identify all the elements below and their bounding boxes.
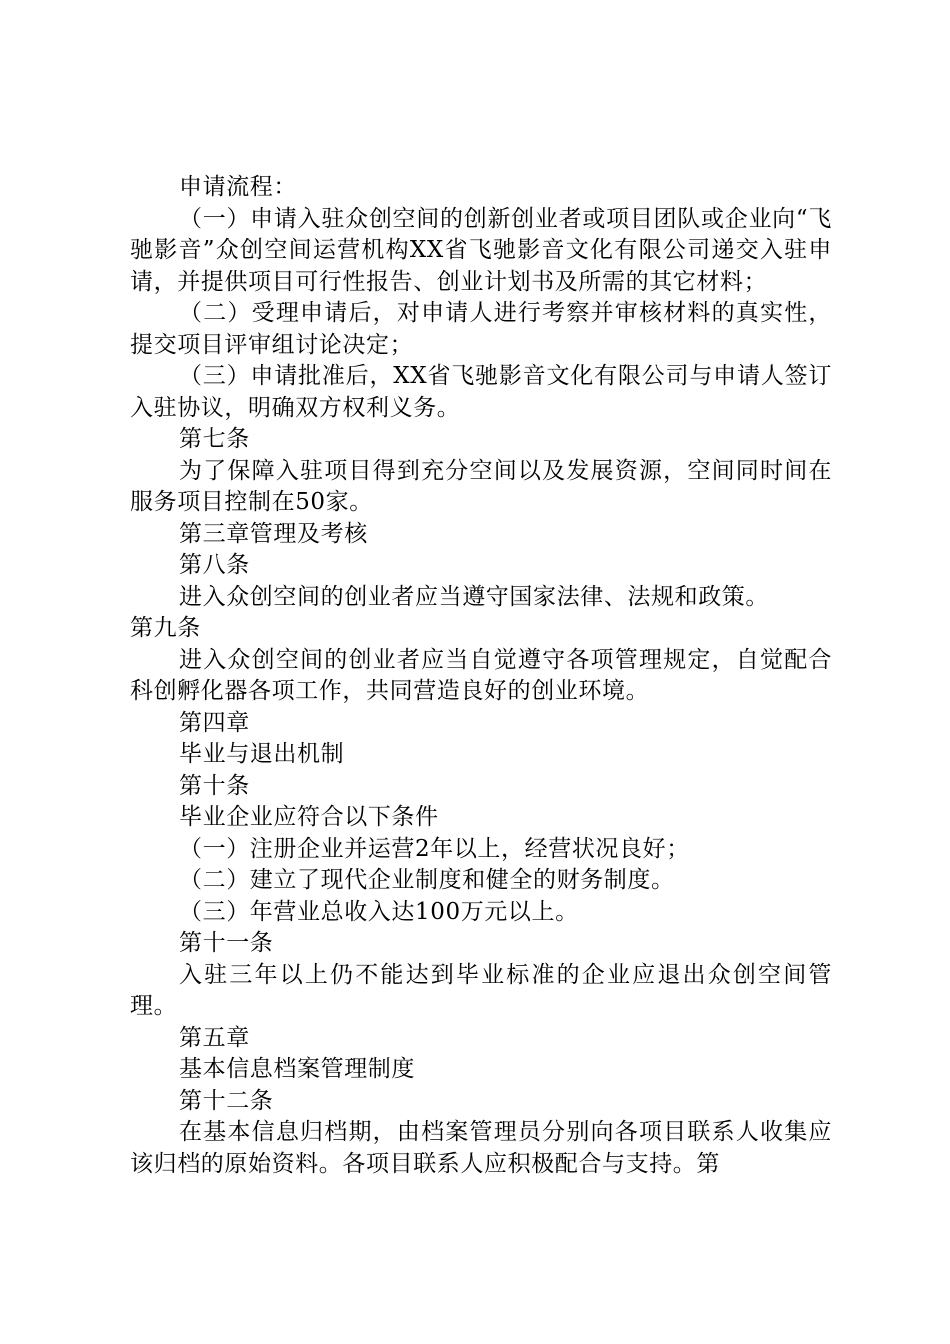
paragraph: （二）受理申请后，对申请人进行考察并审核材料的真实性，提交项目评审组讨论决定；: [130, 300, 832, 358]
list-item: （一）注册企业并运营2年以上，经营状况良好；: [179, 835, 690, 862]
paragraph: 毕业企业应符合以下条件: [179, 804, 439, 830]
paragraph: 为了保障入驻项目得到充分空间以及发展资源，空间同时间在服务项目控制在50家。: [130, 457, 832, 515]
paragraph: 进入众创空间的创业者应当自觉遵守各项管理规定，自觉配合科创孵化器各项工作，共同营造良好的创业环境。: [130, 646, 832, 704]
paragraph: 进入众创空间的创业者应当遵守国家法律、法规和政策。: [179, 583, 769, 610]
article-heading: 第十一条: [179, 930, 274, 956]
article-heading: 第八条: [179, 552, 250, 578]
paragraph: 在基本信息归档期，由档案管理员分别向各项目联系人收集应该归档的原始资料。各项目联系人应积极配合与支持。第: [130, 1119, 832, 1177]
chapter-title: 毕业与退出机制: [179, 741, 345, 767]
document-body: [130, 172, 832, 1180]
chapter-heading: 第五章: [179, 1024, 250, 1051]
paragraph: （三）申请批准后，XX省飞驰影音文化有限公司与申请人签订入驻协议，明确双方权利义务。: [130, 363, 832, 421]
paragraph: 申请流程：: [179, 174, 297, 200]
article-heading: 第十条: [179, 772, 250, 799]
paragraph: 入驻三年以上仍不能达到毕业标准的企业应退出众创空间管理。: [130, 961, 832, 1019]
chapter-title: 基本信息档案管理制度: [179, 1056, 415, 1082]
paragraph: （一）申请入驻众创空间的创新创业者或项目团队或企业向“飞驰影音”众创空间运营机构XX省飞驰影音文化有限公司递交入驻申请，并提供项目可行性报告、创业计划书及所需的其它材料；: [130, 205, 832, 295]
article-heading: 第九条: [130, 615, 201, 641]
article-heading: 第十二条: [179, 1087, 274, 1114]
chapter-heading: 第四章: [179, 709, 250, 736]
chapter-heading: 第三章管理及考核: [179, 520, 368, 547]
article-heading: 第七条: [179, 426, 250, 452]
list-item: （三）年营业总收入达100万元以上。: [179, 898, 579, 925]
list-item: （二）建立了现代企业制度和健全的财务制度。: [179, 867, 675, 893]
